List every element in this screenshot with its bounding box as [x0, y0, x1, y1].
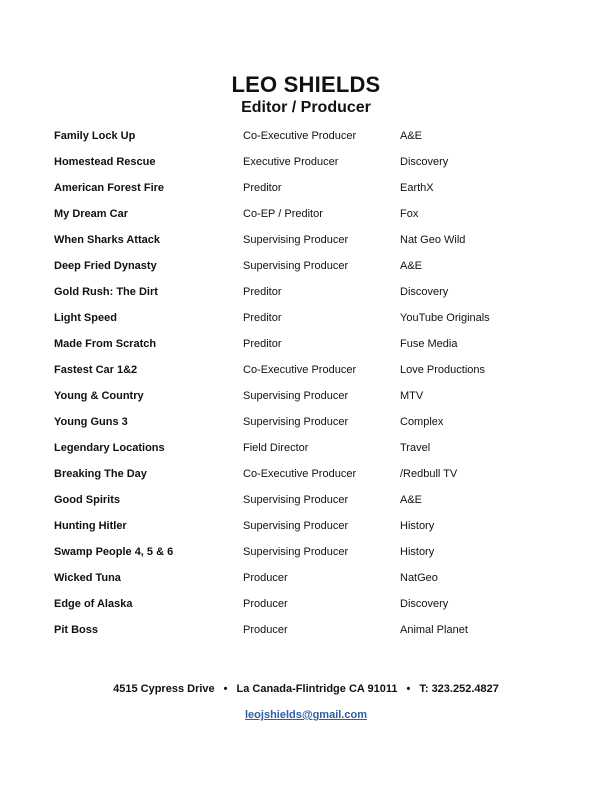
- credit-show: Edge of Alaska: [54, 598, 133, 610]
- credit-role: Preditor: [243, 286, 282, 298]
- separator: •: [406, 683, 411, 695]
- credit-show: American Forest Fire: [54, 182, 165, 194]
- credit-role: Supervising Producer: [243, 416, 349, 428]
- credit-row: [54, 259, 574, 285]
- credit-network: A&E: [400, 494, 423, 506]
- credit-show: Fastest Car 1&2: [54, 364, 138, 376]
- credit-role: Supervising Producer: [243, 390, 349, 402]
- contact-line: [0, 682, 612, 696]
- credit-show: When Sharks Attack: [54, 234, 160, 246]
- credit-role: Executive Producer: [243, 156, 339, 168]
- credit-row: [54, 467, 574, 493]
- credit-row: [54, 207, 574, 233]
- credit-row: [54, 389, 574, 415]
- credit-show: Pit Boss: [54, 624, 99, 636]
- credit-role: Co-Executive Producer: [243, 468, 357, 480]
- credit-row: [54, 415, 574, 441]
- credit-role: Supervising Producer: [243, 260, 349, 272]
- credit-network: YouTube Originals: [400, 312, 490, 324]
- credit-row: [54, 181, 574, 207]
- credit-role: Preditor: [243, 312, 282, 324]
- credit-row: [54, 311, 574, 337]
- credit-role: Producer: [243, 598, 288, 610]
- credit-show: My Dream Car: [54, 208, 128, 220]
- credit-show: Good Spirits: [54, 494, 120, 506]
- credit-show: Swamp People 4, 5 & 6: [54, 546, 174, 558]
- credit-row: [54, 285, 574, 311]
- credit-row: [54, 493, 574, 519]
- address: 4515 Cypress Drive: [113, 683, 215, 695]
- credit-network: Complex: [400, 416, 444, 428]
- credit-row: [54, 571, 574, 597]
- credits-list: [54, 129, 574, 649]
- credit-network: Fox: [400, 208, 419, 220]
- credit-row: [54, 441, 574, 467]
- person-name: LEO SHIELDS: [231, 72, 381, 97]
- credit-role: Producer: [243, 624, 288, 636]
- credit-row: [54, 363, 574, 389]
- credit-row: [54, 337, 574, 363]
- credit-row: [54, 519, 574, 545]
- credit-network: EarthX: [400, 182, 434, 194]
- credit-show: Young & Country: [54, 390, 144, 402]
- credit-role: Supervising Producer: [243, 520, 349, 532]
- credit-network: Discovery: [400, 598, 449, 610]
- credit-role: Co-EP / Preditor: [243, 208, 323, 220]
- phone: T: 323.252.4827: [419, 683, 499, 695]
- credit-network: A&E: [400, 260, 423, 272]
- credit-network: MTV: [400, 390, 424, 402]
- credit-network: Discovery: [400, 286, 449, 298]
- credit-show: Homestead Rescue: [54, 156, 156, 168]
- credit-role: Supervising Producer: [243, 494, 349, 506]
- credit-role: Field Director: [243, 442, 309, 454]
- email-link[interactable]: leojshields@gmail.com: [245, 709, 367, 721]
- resume-header: [0, 72, 612, 118]
- credit-row: [54, 545, 574, 571]
- city: La Canada-Flintridge CA 91011: [236, 683, 398, 695]
- credit-show: Hunting Hitler: [54, 520, 127, 532]
- credit-network: NatGeo: [400, 572, 438, 584]
- credit-row: [54, 233, 574, 259]
- credit-show: Young Guns 3: [54, 416, 128, 428]
- credit-show: Deep Fried Dynasty: [54, 260, 157, 272]
- credit-network: Animal Planet: [400, 624, 468, 636]
- credit-network: /Redbull TV: [400, 468, 458, 480]
- credit-row: [54, 623, 574, 649]
- credit-role: Preditor: [243, 182, 282, 194]
- credit-role: Co-Executive Producer: [243, 364, 357, 376]
- credit-show: Family Lock Up: [54, 130, 136, 142]
- credit-show: Gold Rush: The Dirt: [54, 286, 158, 298]
- separator: •: [223, 683, 228, 695]
- credit-network: Travel: [400, 442, 431, 454]
- credit-show: Breaking The Day: [54, 468, 147, 480]
- job-title: Editor / Producer: [241, 99, 371, 116]
- credit-network: Discovery: [400, 156, 449, 168]
- credit-role: Co-Executive Producer: [243, 130, 357, 142]
- credit-show: Made From Scratch: [54, 338, 157, 350]
- credit-role: Supervising Producer: [243, 546, 349, 558]
- credit-show: Legendary Locations: [54, 442, 165, 454]
- credit-show: Light Speed: [54, 312, 117, 324]
- credit-role: Supervising Producer: [243, 234, 349, 246]
- credit-network: Nat Geo Wild: [400, 234, 466, 246]
- credit-network: History: [400, 520, 435, 532]
- credit-show: Wicked Tuna: [54, 572, 121, 584]
- credit-network: A&E: [400, 130, 423, 142]
- credit-row: [54, 155, 574, 181]
- credit-network: Fuse Media: [400, 338, 458, 350]
- credit-row: [54, 129, 574, 155]
- email-line: [0, 708, 612, 722]
- credit-row: [54, 597, 574, 623]
- credit-network: Love Productions: [400, 364, 485, 376]
- credit-network: History: [400, 546, 435, 558]
- credit-role: Producer: [243, 572, 288, 584]
- credit-role: Preditor: [243, 338, 282, 350]
